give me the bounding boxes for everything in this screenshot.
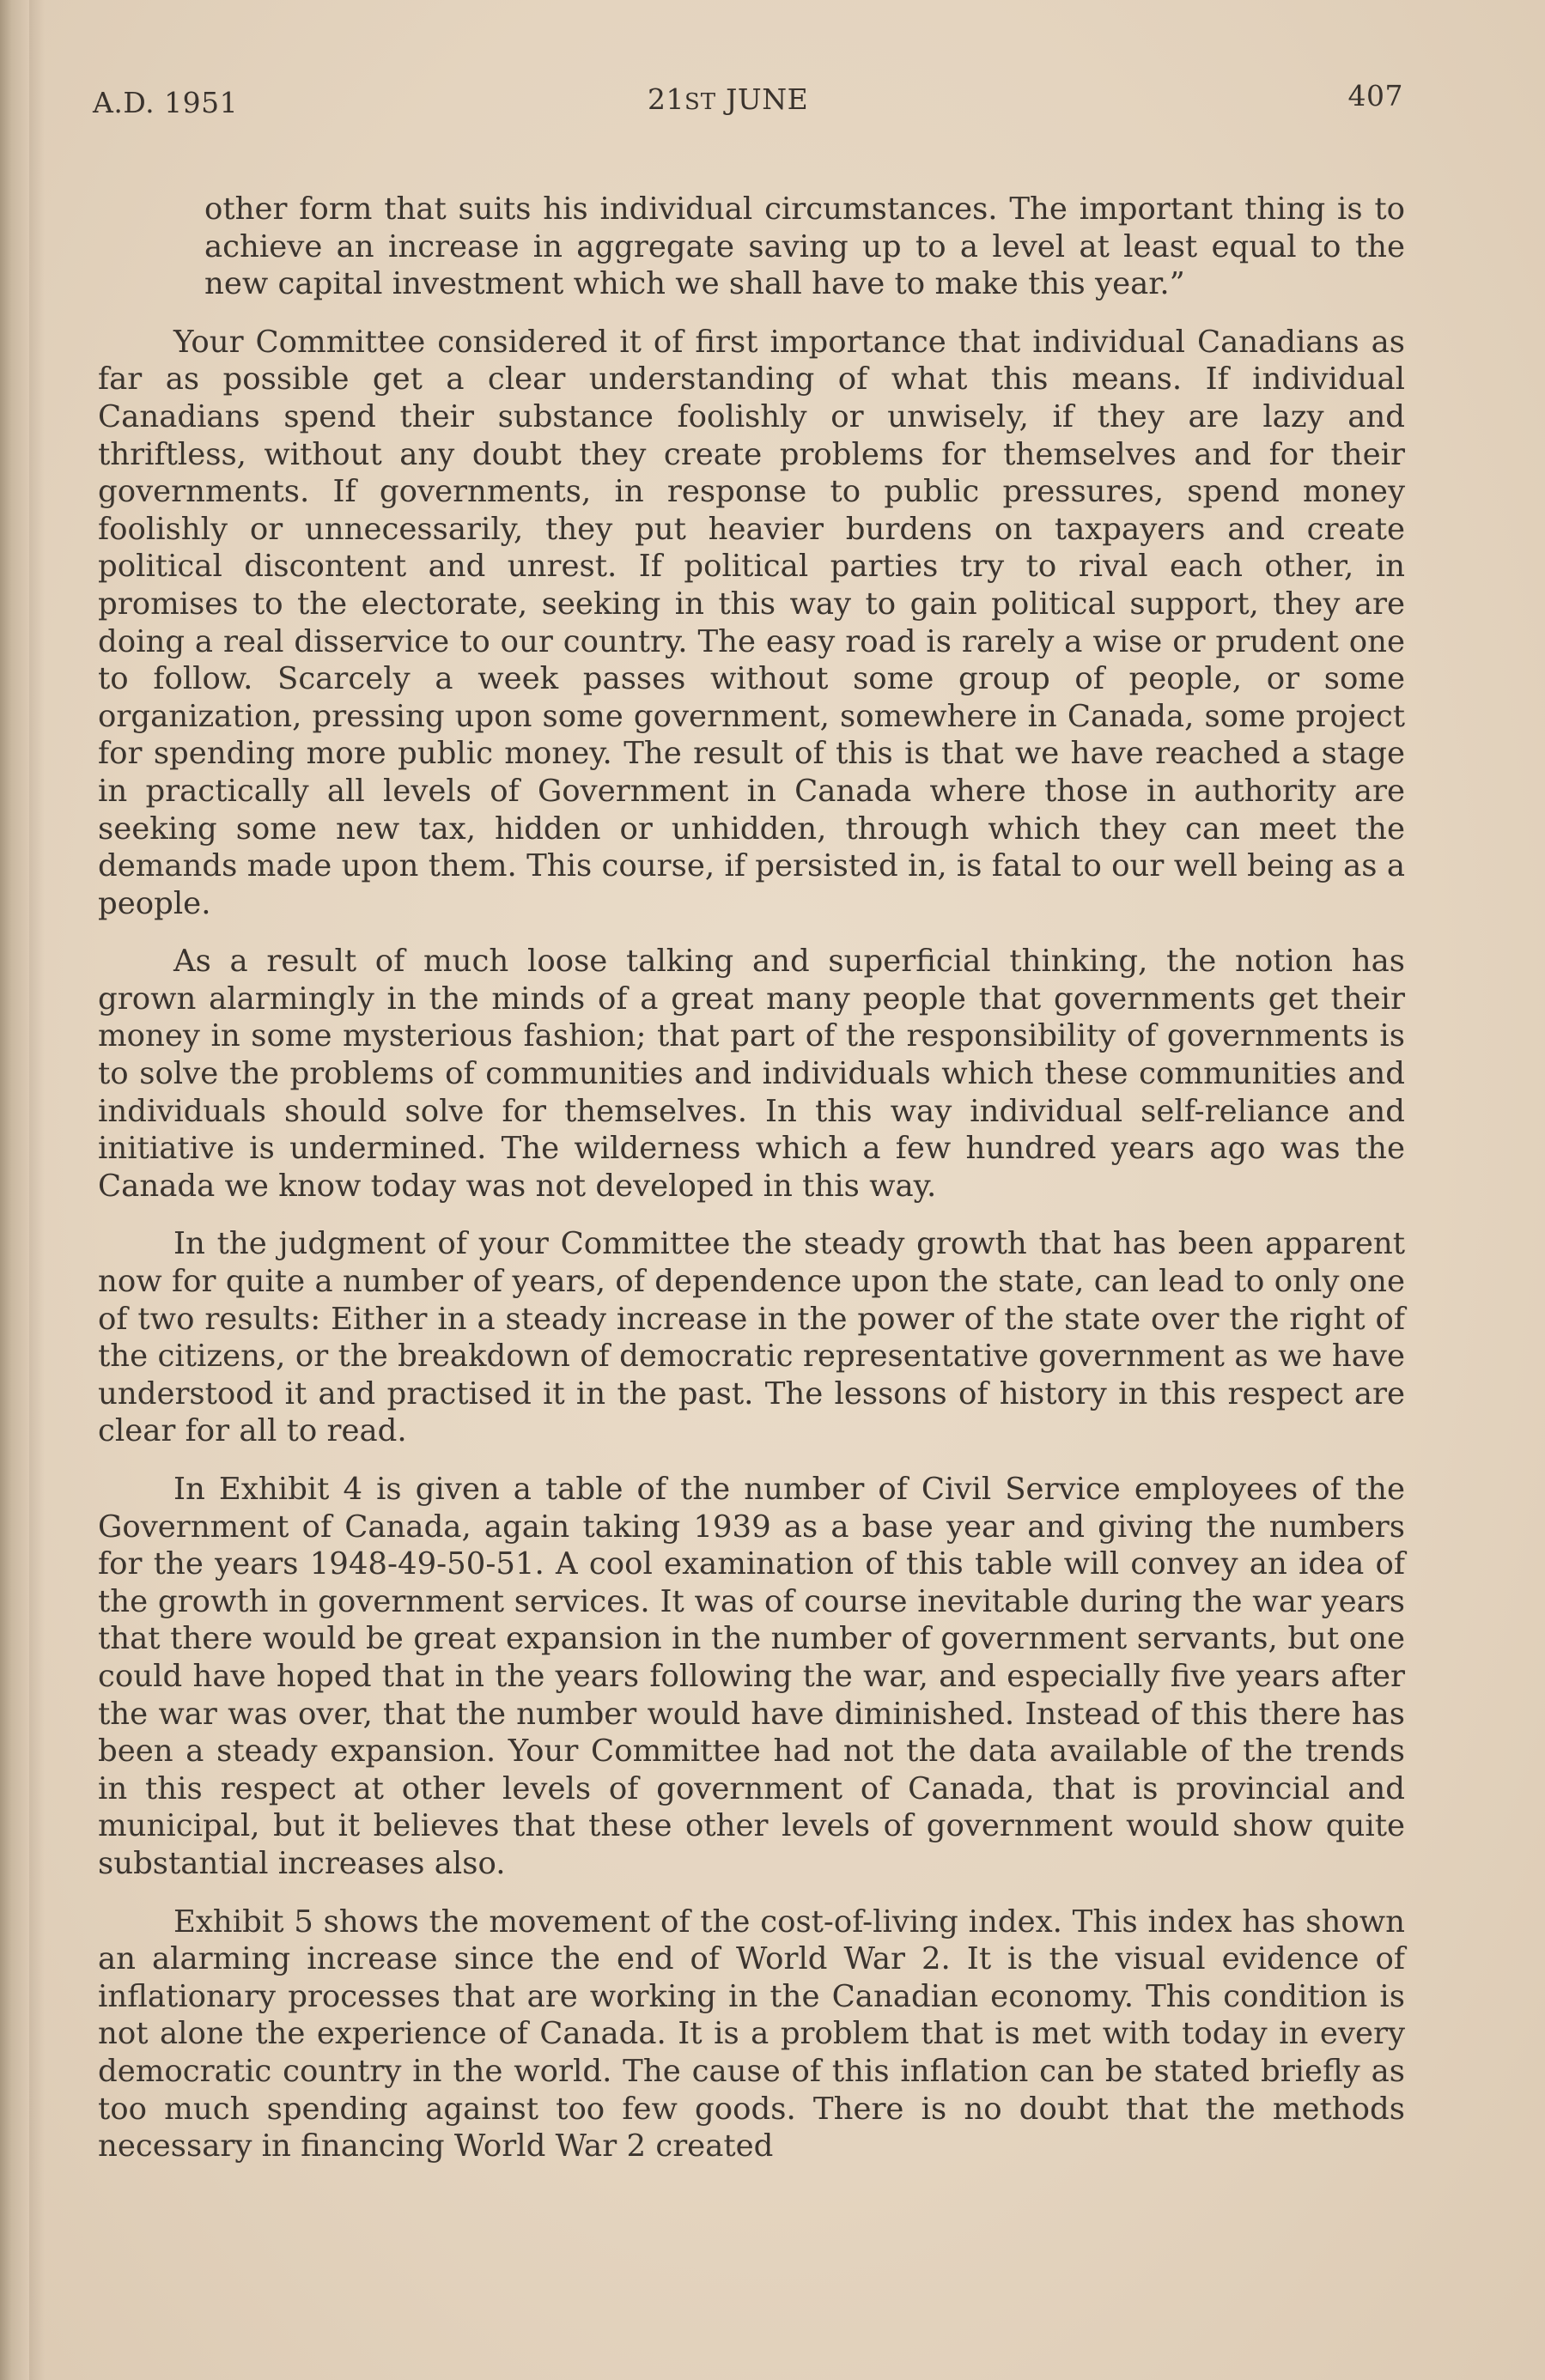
page-number: 407 <box>1347 79 1403 112</box>
paragraph: Exhibit 5 shows the movement of the cost-of-living index. This index has shown an alarming increase since the end of World War 2. It is the visual evidence of inflationary processes that are working in the Canadian economy. This condition is not alone the experience of Canada. It is a problem that is met with today in every democratic country in the world. The cause of this inflation can be stated briefly as too much spending against too few goods. There is no doubt that the methods necessary in financing World War 2 created <box>98 1903 1405 2164</box>
paragraph: Your Committee considered it of first importance that individual Canadians as far as possible get a clear understanding of what this means. If individual Canadians spend their substance foolishly or unwisely, if they are lazy and thriftless, without any doubt they create problems for themselves and for their governments. If governments, in response to public pressures, spend money foolishly or unnecessarily, they put heavier burdens on taxpayers and create political discontent and unrest. If political parties try to rival each other, in promises to the electorate, seeking in this way to gain political support, they are doing a real disservice to our country. The easy road is rarely a wise or prudent one to follow. Scarcely a week passes without some group of people, or some organization, pressing upon some government, somewhere in Canada, some project for spending more public money. The result of this is that we have reached a stage in practically all levels of Government in Canada where those in authority are seeking some new tax, hidden or unhidden, through which they can meet the demands made upon them. This course, if persisted in, is fatal to our well being as a people. <box>98 324 1405 921</box>
paragraph: In the judgment of your Committee the steady growth that has been apparent now for quite a number of years, of dependence upon the state, can lead to only one of two results: Either in a steady increase in the power of the state over the right of the citizens, or the breakdown of democratic representative government as we have understood it and practised it in the past. The lessons of history in this respect are clear for all to read. <box>98 1226 1405 1449</box>
running-header <box>93 79 1403 122</box>
paragraph: As a result of much loose talking and superficial thinking, the notion has grown alarmingly in the minds of a great many people that governments get their money in some mysterious fashion; that part of the responsibility of governments is to solve the problems of communities and individuals which these communities and individuals should solve for themselves. In this way individual self-reliance and initiative is undermined. The wilderness which a few hundred years ago was the Canada we know today was not developed in this way. <box>98 944 1405 1204</box>
header-date <box>648 82 808 116</box>
page-binding-shadow <box>29 0 45 2380</box>
header-date-suffix: ST <box>684 89 717 115</box>
header-date-day: 21 <box>648 82 684 116</box>
paragraph: In Exhibit 4 is given a table of the number of Civil Service employees of the Government of Canada, again taking 1939 as a base year and giving the numbers for the years 1948-49-50-51. A cool examination of this table will convey an idea of the growth in government services. It was of course inevitable during the war years that there would be great expansion in the number of government servants, but one could have hoped that in the years following the war, and especially five years after the war was over, that the number would have diminished. Instead of this there has been a steady expansion. Your Committee had not the data available of the trends in this respect at other levels of government of Canada, that is provincial and municipal, but it believes that these other levels of government would show quite substantial increases also. <box>98 1472 1405 1881</box>
page-binding-edge <box>0 0 29 2380</box>
body-text <box>98 191 1405 2186</box>
header-date-month: JUNE <box>726 82 809 116</box>
header-year: A.D. 1951 <box>93 86 239 119</box>
quoted-paragraph: other form that suits his individual circumstances. The important thing is to achieve an increase in aggregate saving up to a level at least equal to the new capital investment which we shall have to make this year.” <box>204 191 1405 302</box>
